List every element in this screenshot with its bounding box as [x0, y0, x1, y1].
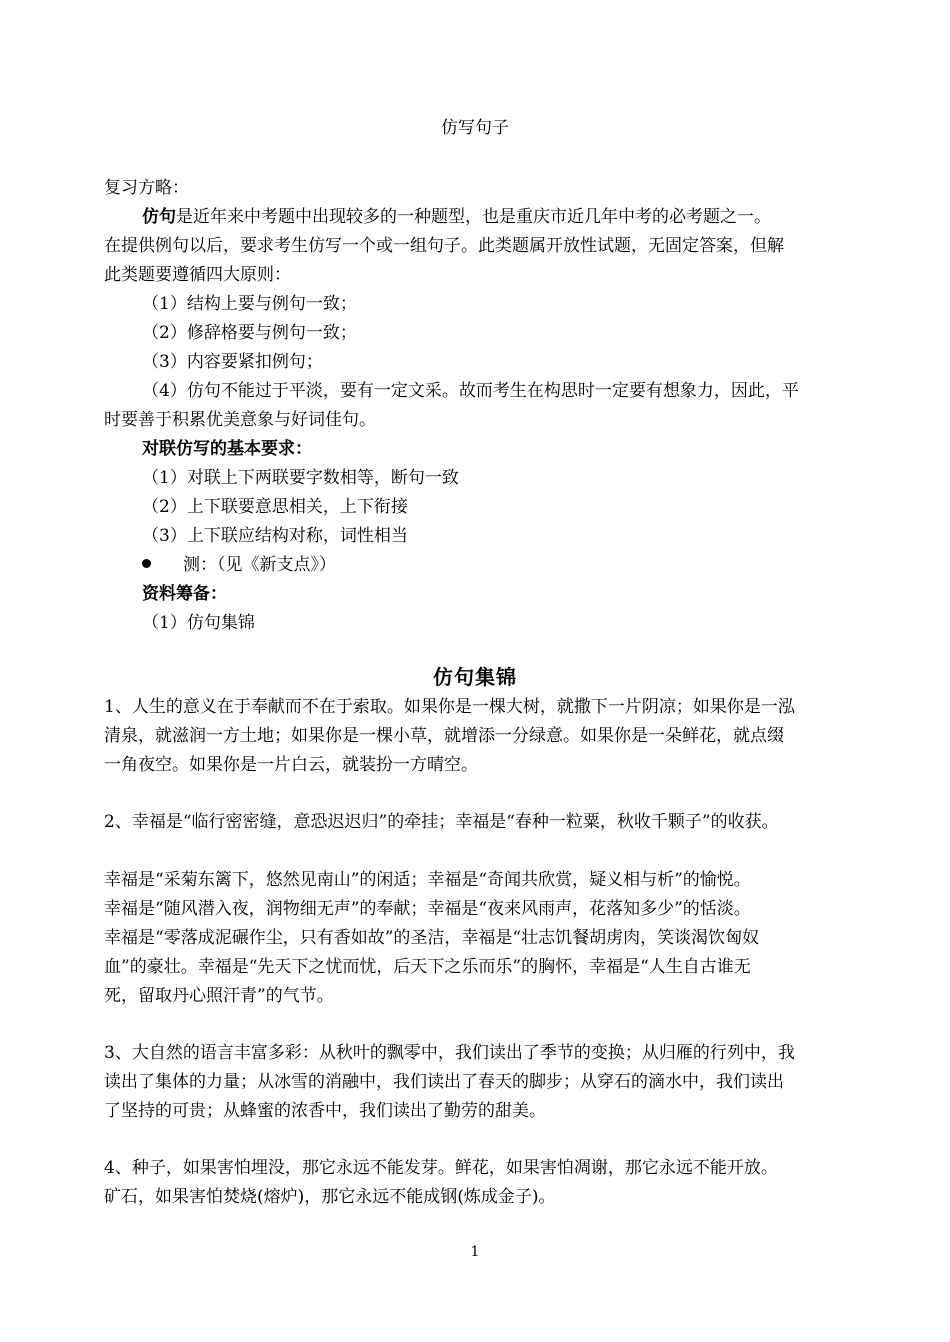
- para3-line-2: 幸福是“随风潜入夜，润物细无声”的奉献；幸福是“夜来风雨声，花落知多少”的恬淡。: [104, 899, 751, 919]
- para4-line-2: 读出了集体的力量；从冰雪的消融中，我们读出了春天的脚步；从穿石的滴水中，我们读出: [104, 1072, 784, 1092]
- intro-line-2: 在提供例句以后，要求考生仿写一个或一组句子。此类题属开放性试题，无固定答案，但解: [104, 236, 784, 256]
- couplet-rule-2: （2）上下联要意思相关，上下衔接: [142, 497, 408, 517]
- intro-bold-word: 仿句: [142, 207, 176, 227]
- para3-line-1: 幸福是“采菊东篱下，悠然见南山”的闲适；幸福是“奇闻共欣赏，疑义相与析”的愉悦。: [104, 870, 751, 890]
- para1-line-3: 一角夜空。如果你是一片白云，就装扮一方晴空。: [104, 755, 478, 775]
- couplet-rule-1: （1）对联上下两联要字数相等，断句一致: [142, 468, 459, 488]
- intro-line-1: [142, 205, 902, 229]
- principle-3: （3）内容要紧扣例句；: [142, 352, 323, 372]
- principle-1: （1）结构上要与例句一致；: [142, 294, 357, 314]
- test-line: [142, 553, 902, 577]
- bullet-icon: [142, 559, 151, 568]
- page-number: 1: [470, 1244, 480, 1260]
- para3-line-3: 幸福是“零落成泥碾作尘，只有香如故”的圣洁，幸福是“壮志饥餐胡虏肉，笑谈渴饮匈奴: [104, 928, 760, 948]
- para5-line-1: 4、种子，如果害怕埋没，那它永远不能发芽。鲜花，如果害怕凋谢，那它永远不能开放。: [104, 1158, 778, 1178]
- couplet-rule-3: （3）上下联应结构对称，词性相当: [142, 526, 408, 546]
- para5-line-2: 矿石，如果害怕焚烧(熔炉)，那它永远不能成钢(炼成金子)。: [104, 1187, 556, 1207]
- couplet-heading: 对联仿写的基本要求：: [142, 439, 312, 459]
- intro-line-1-text: 是近年来中考题中出现较多的一种题型，也是重庆市近几年中考的必考题之一。: [176, 207, 771, 227]
- material-heading: 资料筹备：: [142, 584, 227, 604]
- para2-line-1: 2、幸福是“临行密密缝，意恐迟迟归”的牵挂；幸福是“春种一粒粟，秋收千颗子”的收获。: [104, 812, 779, 832]
- page-title: 仿写句子: [441, 118, 509, 138]
- collection-title: 仿句集锦: [433, 665, 517, 689]
- principle-2: （2）修辞格要与例句一致；: [142, 323, 357, 343]
- para3-line-4: 血”的豪壮。幸福是“先天下之忧而忧，后天下之乐而乐”的胸怀，幸福是“人生自古谁无: [104, 957, 751, 977]
- para1-line-2: 清泉，就滋润一方土地；如果你是一棵小草，就增添一分绿意。如果你是一朵鲜花，就点缀: [104, 726, 784, 746]
- review-heading: 复习方略：: [104, 178, 189, 198]
- para4-line-1: 3、大自然的语言丰富多彩：从秋叶的飘零中，我们读出了季节的变换；从归雁的行列中，我: [104, 1043, 795, 1063]
- para1-line-1: 1、人生的意义在于奉献而不在于索取。如果你是一棵大树，就撒下一片阴凉；如果你是一泓: [104, 697, 795, 717]
- principle-4: （4）仿句不能过于平淡，要有一定文采。故而考生在构思时一定要有想象力，因此，平: [142, 381, 799, 401]
- para4-line-3: 了坚持的可贵；从蜂蜜的浓香中，我们读出了勤劳的甜美。: [104, 1101, 546, 1121]
- test-line-text: 测：（见《新支点》）: [183, 555, 336, 575]
- para3-line-5: 死，留取丹心照汗青”的气节。: [104, 986, 334, 1006]
- material-item: （1）仿句集锦: [142, 613, 255, 633]
- intro-line-3: 此类题要遵循四大原则：: [104, 265, 291, 285]
- principle-4-cont: 时要善于积累优美意象与好词佳句。: [104, 410, 376, 430]
